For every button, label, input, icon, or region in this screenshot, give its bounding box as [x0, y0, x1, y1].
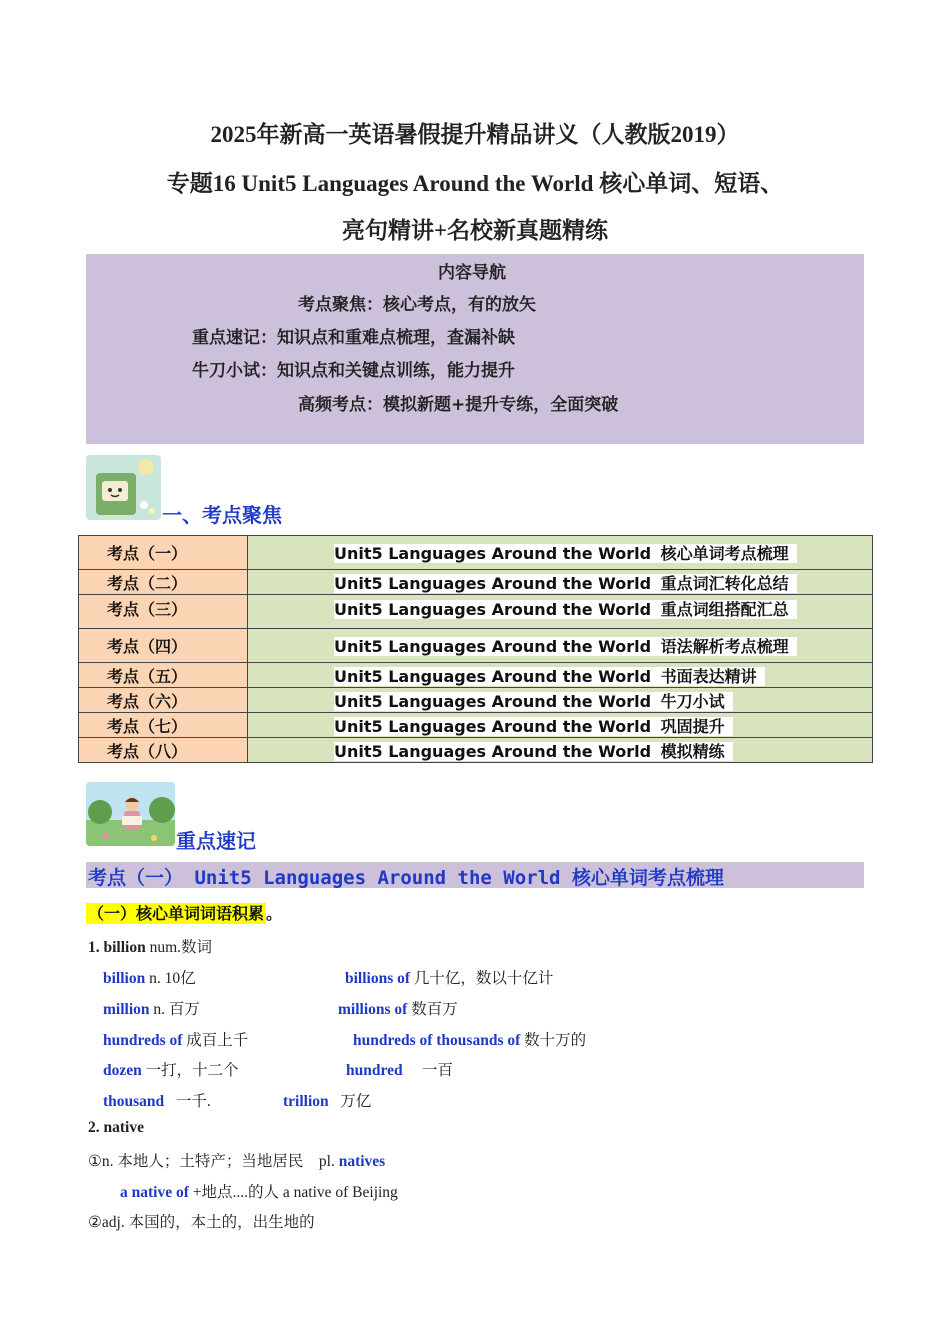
- topic-title[interactable]: Unit5 Languages Around the World 核心单词考点梳理: [334, 544, 797, 563]
- table-row: [79, 738, 873, 763]
- vocab-entry-billion: 1. billion num.数词: [88, 939, 213, 956]
- table-row: [79, 570, 873, 595]
- topic-title[interactable]: Unit5 Languages Around the World 重点词汇转化总结: [334, 574, 797, 593]
- vocab-item: trillion 万亿: [283, 1093, 372, 1110]
- table-row: [79, 688, 873, 713]
- vocab-item: dozen 一打，十二个: [103, 1062, 239, 1079]
- topic-title[interactable]: Unit5 Languages Around the World 重点词组搭配汇总: [334, 600, 797, 619]
- vocab-item: billion n. 10亿: [103, 970, 196, 987]
- topic-title[interactable]: Unit5 Languages Around the World 语法解析考点梳理: [334, 637, 797, 656]
- nav-title: 内容导航: [438, 263, 506, 283]
- topic-title[interactable]: Unit5 Languages Around the World 牛刀小试: [334, 692, 733, 711]
- vocab-definition: ①n. 本地人；土特产；当地居民 pl. natives: [88, 1153, 386, 1170]
- table-row: [79, 713, 873, 738]
- table-row: [79, 536, 873, 570]
- nav-item-focus: 考点聚焦：核心考点，有的放矢: [298, 295, 536, 315]
- vocab-entry-native: 2. native: [88, 1119, 144, 1136]
- vocab-item: millions of 数百万: [338, 1001, 458, 1018]
- topic-label: 考点（六）: [79, 688, 248, 713]
- vocab-definition: ②adj. 本国的，本土的，出生地的: [88, 1214, 315, 1231]
- nav-item-frequent: 高频考点：模拟新题+提升专练，全面突破: [298, 395, 619, 415]
- vocab-subheading: （一）核心单词词语积累 。: [88, 904, 283, 923]
- topic-label: 考点（二）: [79, 570, 248, 595]
- vocab-item: hundreds of 成百上千: [103, 1032, 249, 1049]
- topic-label: 考点（四）: [79, 629, 248, 663]
- girl-reading-book-illustration: [86, 455, 161, 520]
- document-title: 2025年新高一英语暑假提升精品讲义（人教版2019）: [210, 122, 740, 147]
- table-row: [79, 629, 873, 663]
- nav-item-notes: 重点速记：知识点和重难点梳理，查漏补缺: [192, 328, 515, 348]
- content-navigation-box: [86, 254, 864, 444]
- section-heading-focus: 一、考点聚焦: [162, 503, 282, 527]
- topic-table: [78, 535, 873, 763]
- section-heading-notes: 重点速记: [176, 829, 256, 853]
- document-subtitle: 专题16 Unit5 Languages Around the World 核心单词、短语、: [166, 171, 784, 196]
- topic-title[interactable]: Unit5 Languages Around the World 模拟精练: [334, 742, 733, 761]
- topic-label: 考点（三）: [79, 595, 248, 629]
- vocab-item: billions of 几十亿，数以十亿计: [345, 970, 554, 987]
- topic-label: 考点（五）: [79, 663, 248, 688]
- topic-label: 考点（七）: [79, 713, 248, 738]
- topic-label: 考点（八）: [79, 738, 248, 763]
- boy-reading-in-garden-illustration: [86, 782, 175, 846]
- topic-title[interactable]: Unit5 Languages Around the World 书面表达精讲: [334, 667, 765, 686]
- topic-title[interactable]: Unit5 Languages Around the World 巩固提升: [334, 717, 733, 736]
- vocab-item: hundreds of thousands of 数十万的: [353, 1032, 587, 1049]
- vocab-example: a native of +地点....的人 a native of Beijing: [120, 1184, 398, 1201]
- table-row: [79, 595, 873, 629]
- vocab-item: thousand 一千.: [103, 1093, 211, 1110]
- topic-heading-bar: [86, 862, 864, 888]
- topic-heading: 考点（一） Unit5 Languages Around the World 核心单词考点梳理: [88, 867, 724, 889]
- nav-item-practice: 牛刀小试：知识点和关键点训练，能力提升: [192, 361, 515, 381]
- vocab-item: million n. 百万: [103, 1001, 200, 1018]
- vocab-item: hundred 一百: [346, 1062, 453, 1079]
- table-row: [79, 663, 873, 688]
- topic-label: 考点（一）: [79, 536, 248, 570]
- document-subtitle-2: 亮句精讲+名校新真题精练: [341, 218, 609, 243]
